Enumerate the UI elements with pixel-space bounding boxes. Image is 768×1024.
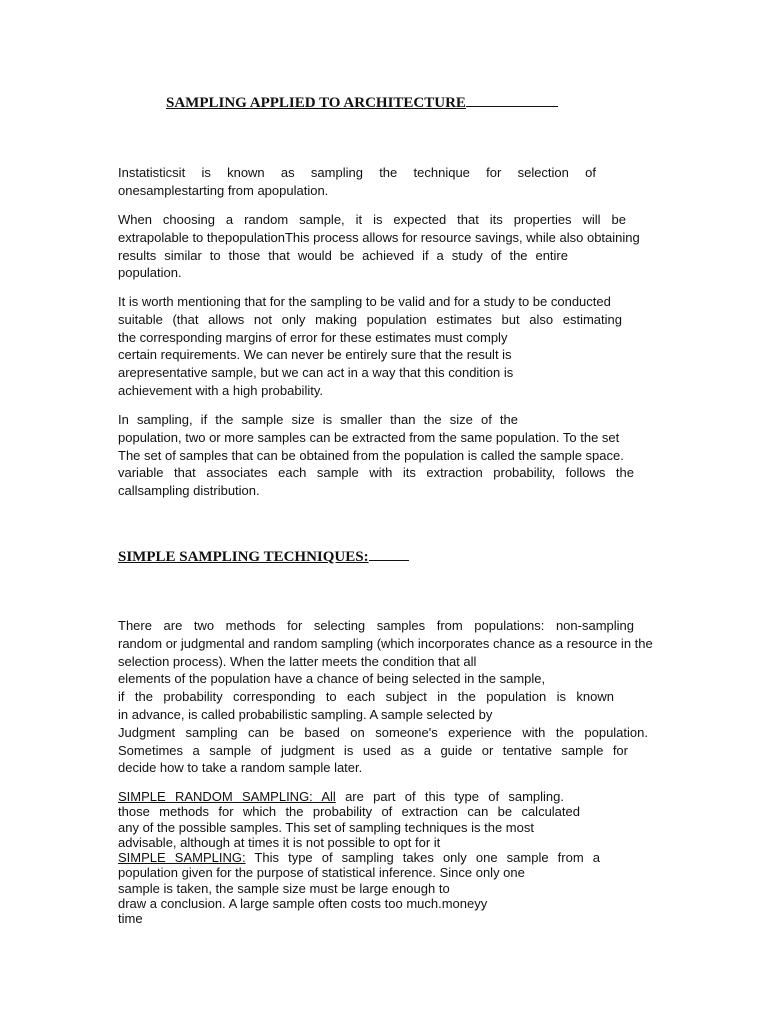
text-line: Instatisticsit is known as sampling the technique for selection of	[118, 165, 596, 180]
text-line: In sampling, if the sample size is smaller than the size of the	[118, 412, 518, 427]
text-line: extrapolable to thepopulationThis process allows for resource savings, while also obtaining	[118, 229, 640, 245]
text-line: time	[118, 911, 143, 927]
text-line: results similar to those that would be achieved if a study of the entire	[118, 247, 568, 263]
text-line: the corresponding margins of error for these estimates must comply	[118, 329, 508, 345]
page-title-text: SAMPLING APPLIED TO ARCHITECTURE	[166, 95, 466, 111]
text-line: suitable (that allows not only making population estimates but also estimating	[118, 311, 622, 327]
paragraph-3	[118, 293, 638, 400]
title-underline	[466, 104, 558, 107]
text-line: draw a conclusion. A large sample often costs too much.moneyy	[118, 896, 488, 912]
text-line: The set of samples that can be obtained from the population is called the sample space.	[118, 447, 624, 463]
paragraph-6	[118, 789, 600, 927]
text-line: callsampling distribution.	[118, 483, 260, 499]
text-line: Sometimes a sample of judgment is used as a guide or tentative sample for	[118, 742, 628, 758]
text-line: onesamplestarting from apopulation.	[118, 182, 329, 198]
text-line: random or judgmental and random sampling (which incorporates chance as a resource in the	[118, 635, 653, 651]
heading-underline	[369, 558, 409, 561]
text-line: population given for the purpose of statistical inference. Since only one	[118, 865, 525, 881]
text-line: any of the possible samples. This set of sampling techniques is the most	[118, 819, 534, 835]
text-line: achievement with a high probability.	[118, 382, 323, 398]
text-line: population.	[118, 265, 182, 281]
text-line: population, two or more samples can be extracted from the same population. To the set	[118, 429, 620, 445]
text-line: decide how to take a random sample later.	[118, 760, 363, 776]
text-line: When choosing a random sample, it is expected that its properties will be	[118, 212, 626, 227]
page-title	[166, 95, 558, 112]
section-heading-text: SIMPLE SAMPLING TECHNIQUES:	[118, 549, 369, 565]
text-line: elements of the population have a chance of being selected in the sample,	[118, 671, 546, 687]
text-line: if the probability corresponding to each subject in the population is known	[118, 689, 614, 705]
paragraph-4	[118, 411, 634, 500]
text-run: This type of sampling takes only one sample from a	[245, 850, 600, 866]
paragraph-5	[118, 617, 653, 777]
text-line: advisable, although at times it is not possible to opt for it	[118, 834, 441, 850]
text-line: Judgment sampling can be based on someone's experience with the population.	[118, 724, 648, 740]
text-line: in advance, is called probabilistic sampling. A sample selected by	[118, 706, 493, 722]
text-line: There are two methods for selecting samples from populations: non-sampling	[118, 618, 634, 633]
text-line: certain requirements. We can never be entirely sure that the result is	[118, 347, 512, 363]
text-line: variable that associates each sample with its extraction probability, follows the	[118, 465, 634, 481]
section-heading	[118, 549, 409, 566]
text-line: arepresentative sample, but we can act in a way that this condition is	[118, 365, 514, 381]
paragraph-2	[118, 211, 640, 282]
text-line	[118, 789, 564, 804]
text-line	[118, 850, 600, 865]
simple-sampling-label: SIMPLE SAMPLING:	[118, 850, 246, 866]
text-line: selection process). When the latter meets the condition that all	[118, 653, 477, 669]
text-line: those methods for which the probability of extraction can be calculated	[118, 804, 580, 820]
paragraph-1	[118, 164, 596, 200]
text-line: sample is taken, the sample size must be large enough to	[118, 880, 450, 896]
simple-random-sampling-label: SIMPLE RANDOM SAMPLING: All	[118, 789, 336, 804]
text-run: are part of this type of sampling.	[335, 789, 564, 804]
text-line: It is worth mentioning that for the sampling to be valid and for a study to be conducted	[118, 294, 611, 309]
